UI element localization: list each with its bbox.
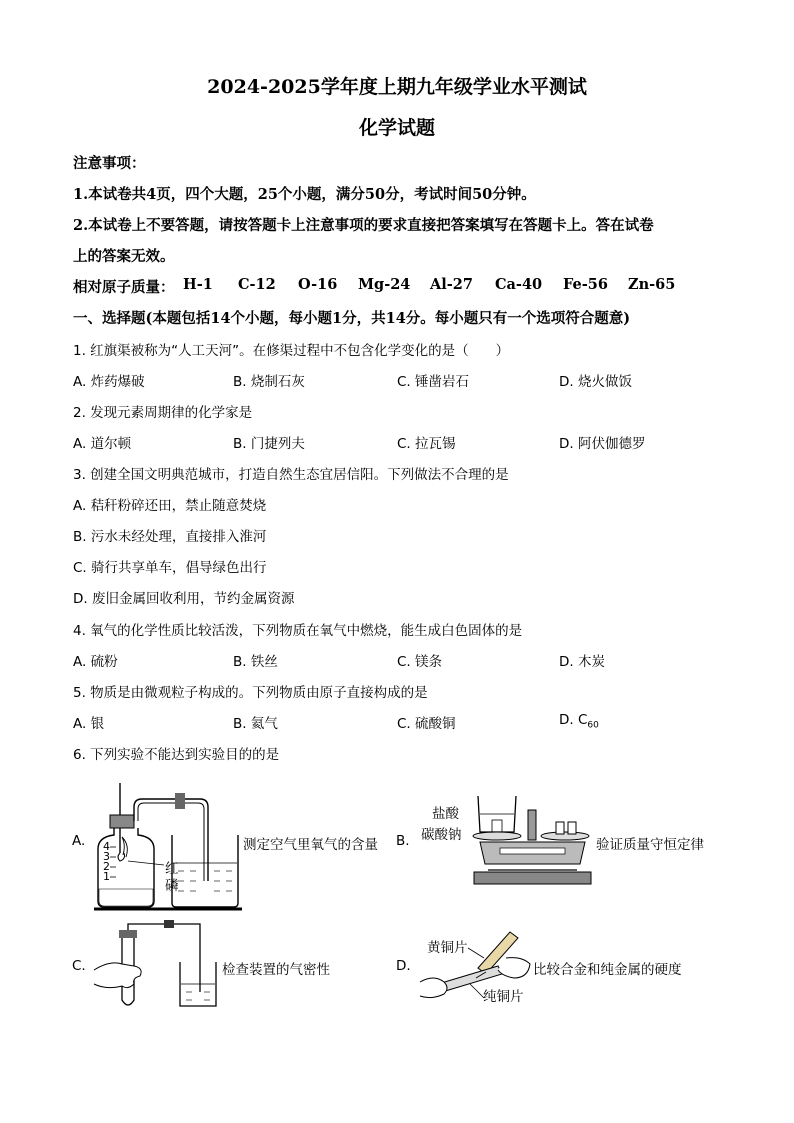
atomic-mass-c: C-12 <box>238 276 276 293</box>
notes-heading: 注意事项： <box>73 155 146 172</box>
figure-a-scale-4: 4 <box>103 840 110 853</box>
question-4-stem: 4. 氧气的化学性质比较活泼，下列物质在氧气中燃烧，能生成白色固体的是 <box>73 623 523 639</box>
question-1-option-c[interactable]: C. 锤凿岩石 <box>397 374 470 390</box>
figure-a-letter[interactable]: A. <box>72 833 86 849</box>
figure-d-label-copper: 纯铜片 <box>483 989 524 1005</box>
question-4-option-a[interactable]: A. 硫粉 <box>73 654 118 670</box>
question-3-option-d[interactable]: D. 废旧金属回收利用，节约金属资源 <box>73 591 295 607</box>
atomic-mass-fe: Fe-56 <box>563 276 608 293</box>
figure-a-scale-3: 3 <box>103 850 110 863</box>
question-3-option-b[interactable]: B. 污水未经处理，直接排入淮河 <box>73 529 267 545</box>
figure-d-illustration <box>418 928 533 1010</box>
figure-b-caption: 验证质量守恒定律 <box>596 837 704 853</box>
figure-b-label-acid: 盐酸 <box>432 806 459 822</box>
figure-b-balance <box>470 790 595 890</box>
figure-c-caption: 检查装置的气密性 <box>222 962 330 978</box>
question-5-option-d-subscript: 60 <box>587 720 599 731</box>
question-2-option-b[interactable]: B. 门捷列夫 <box>233 436 305 452</box>
atomic-mass-mg: Mg-24 <box>358 276 411 293</box>
figure-c-letter[interactable]: C. <box>72 958 86 974</box>
atomic-mass-h: H-1 <box>183 276 213 293</box>
question-5-stem: 5. 物质是由微观粒子构成的。下列物质由原子直接构成的是 <box>73 685 428 701</box>
atomic-mass-zn: Zn-65 <box>628 276 676 293</box>
atomic-mass-ca: Ca-40 <box>495 276 543 293</box>
exam-title: 2024-2025学年度上期九年级学业水平测试 <box>207 76 587 98</box>
question-4-option-d[interactable]: D. 木炭 <box>559 654 605 670</box>
figure-d-letter[interactable]: D. <box>396 958 411 974</box>
question-2-option-c[interactable]: C. 拉瓦锡 <box>397 436 456 452</box>
figure-b-letter[interactable]: B. <box>396 833 410 849</box>
exam-subtitle: 化学试题 <box>358 117 435 139</box>
figure-a-label-phosphorus-2: 磷 <box>165 878 179 894</box>
notes-item-2-line2: 上的答案无效。 <box>73 248 175 265</box>
atomic-mass-al: Al-27 <box>430 276 473 293</box>
atomic-masses-label: 相对原子质量： <box>73 279 175 296</box>
figure-a-label-phosphorus-1: 红 <box>165 861 179 877</box>
atomic-mass-o: O-16 <box>298 276 338 293</box>
question-4-option-b[interactable]: B. 铁丝 <box>233 654 278 670</box>
question-1-option-a[interactable]: A. 炸药爆破 <box>73 374 145 390</box>
question-1-option-b[interactable]: B. 烧制石灰 <box>233 374 305 390</box>
question-2-option-d[interactable]: D. 阿伏伽德罗 <box>559 436 646 452</box>
question-6-stem: 6. 下列实验不能达到实验目的的是 <box>73 747 280 763</box>
question-5-option-b[interactable]: B. 氦气 <box>233 716 278 732</box>
notes-item-2-line1: 2.本试卷上不要答题，请按答题卡上注意事项的要求直接把答案填写在答题卡上。答在试卷 <box>73 217 654 234</box>
figure-a-scale-1: 1 <box>103 870 110 883</box>
figure-d-caption: 比较合金和纯金属的硬度 <box>533 962 682 978</box>
figure-a-caption: 测定空气里氧气的含量 <box>243 837 378 853</box>
question-5-option-a[interactable]: A. 银 <box>73 716 105 732</box>
figure-c-apparatus <box>92 920 222 1012</box>
question-3-option-c[interactable]: C. 骑行共享单车，倡导绿色出行 <box>73 560 267 576</box>
section-1-heading: 一、选择题(本题包括14个小题，每小题1分，共14分。每小题只有一个选项符合题意) <box>73 310 631 327</box>
question-4-option-c[interactable]: C. 镁条 <box>397 654 443 670</box>
question-5-option-d[interactable] <box>559 712 599 731</box>
figure-a-scale-2: 2 <box>103 860 110 873</box>
question-2-stem: 2. 发现元素周期律的化学家是 <box>73 405 253 421</box>
notes-item-1: 1.本试卷共4页，四个大题，25个小题，满分50分，考试时间50分钟。 <box>73 186 536 203</box>
question-1-option-d[interactable]: D. 烧火做饭 <box>559 374 632 390</box>
figure-b-label-carbonate: 碳酸钠 <box>421 827 462 843</box>
question-5-option-c[interactable]: C. 硫酸铜 <box>397 716 456 732</box>
question-1-stem: 1. 红旗渠被称为“人工天河”。在修渠过程中不包含化学变化的是（ ） <box>73 343 510 359</box>
question-3-stem: 3. 创建全国文明典范城市，打造自然生态宜居信阳。下列做法不合理的是 <box>73 467 509 483</box>
figure-d-label-brass: 黄铜片 <box>427 940 468 956</box>
question-5-option-d-formula: D. C <box>559 712 588 728</box>
question-3-option-a[interactable]: A. 秸秆粉碎还田，禁止随意焚烧 <box>73 498 267 514</box>
question-2-option-a[interactable]: A. 道尔顿 <box>73 436 132 452</box>
